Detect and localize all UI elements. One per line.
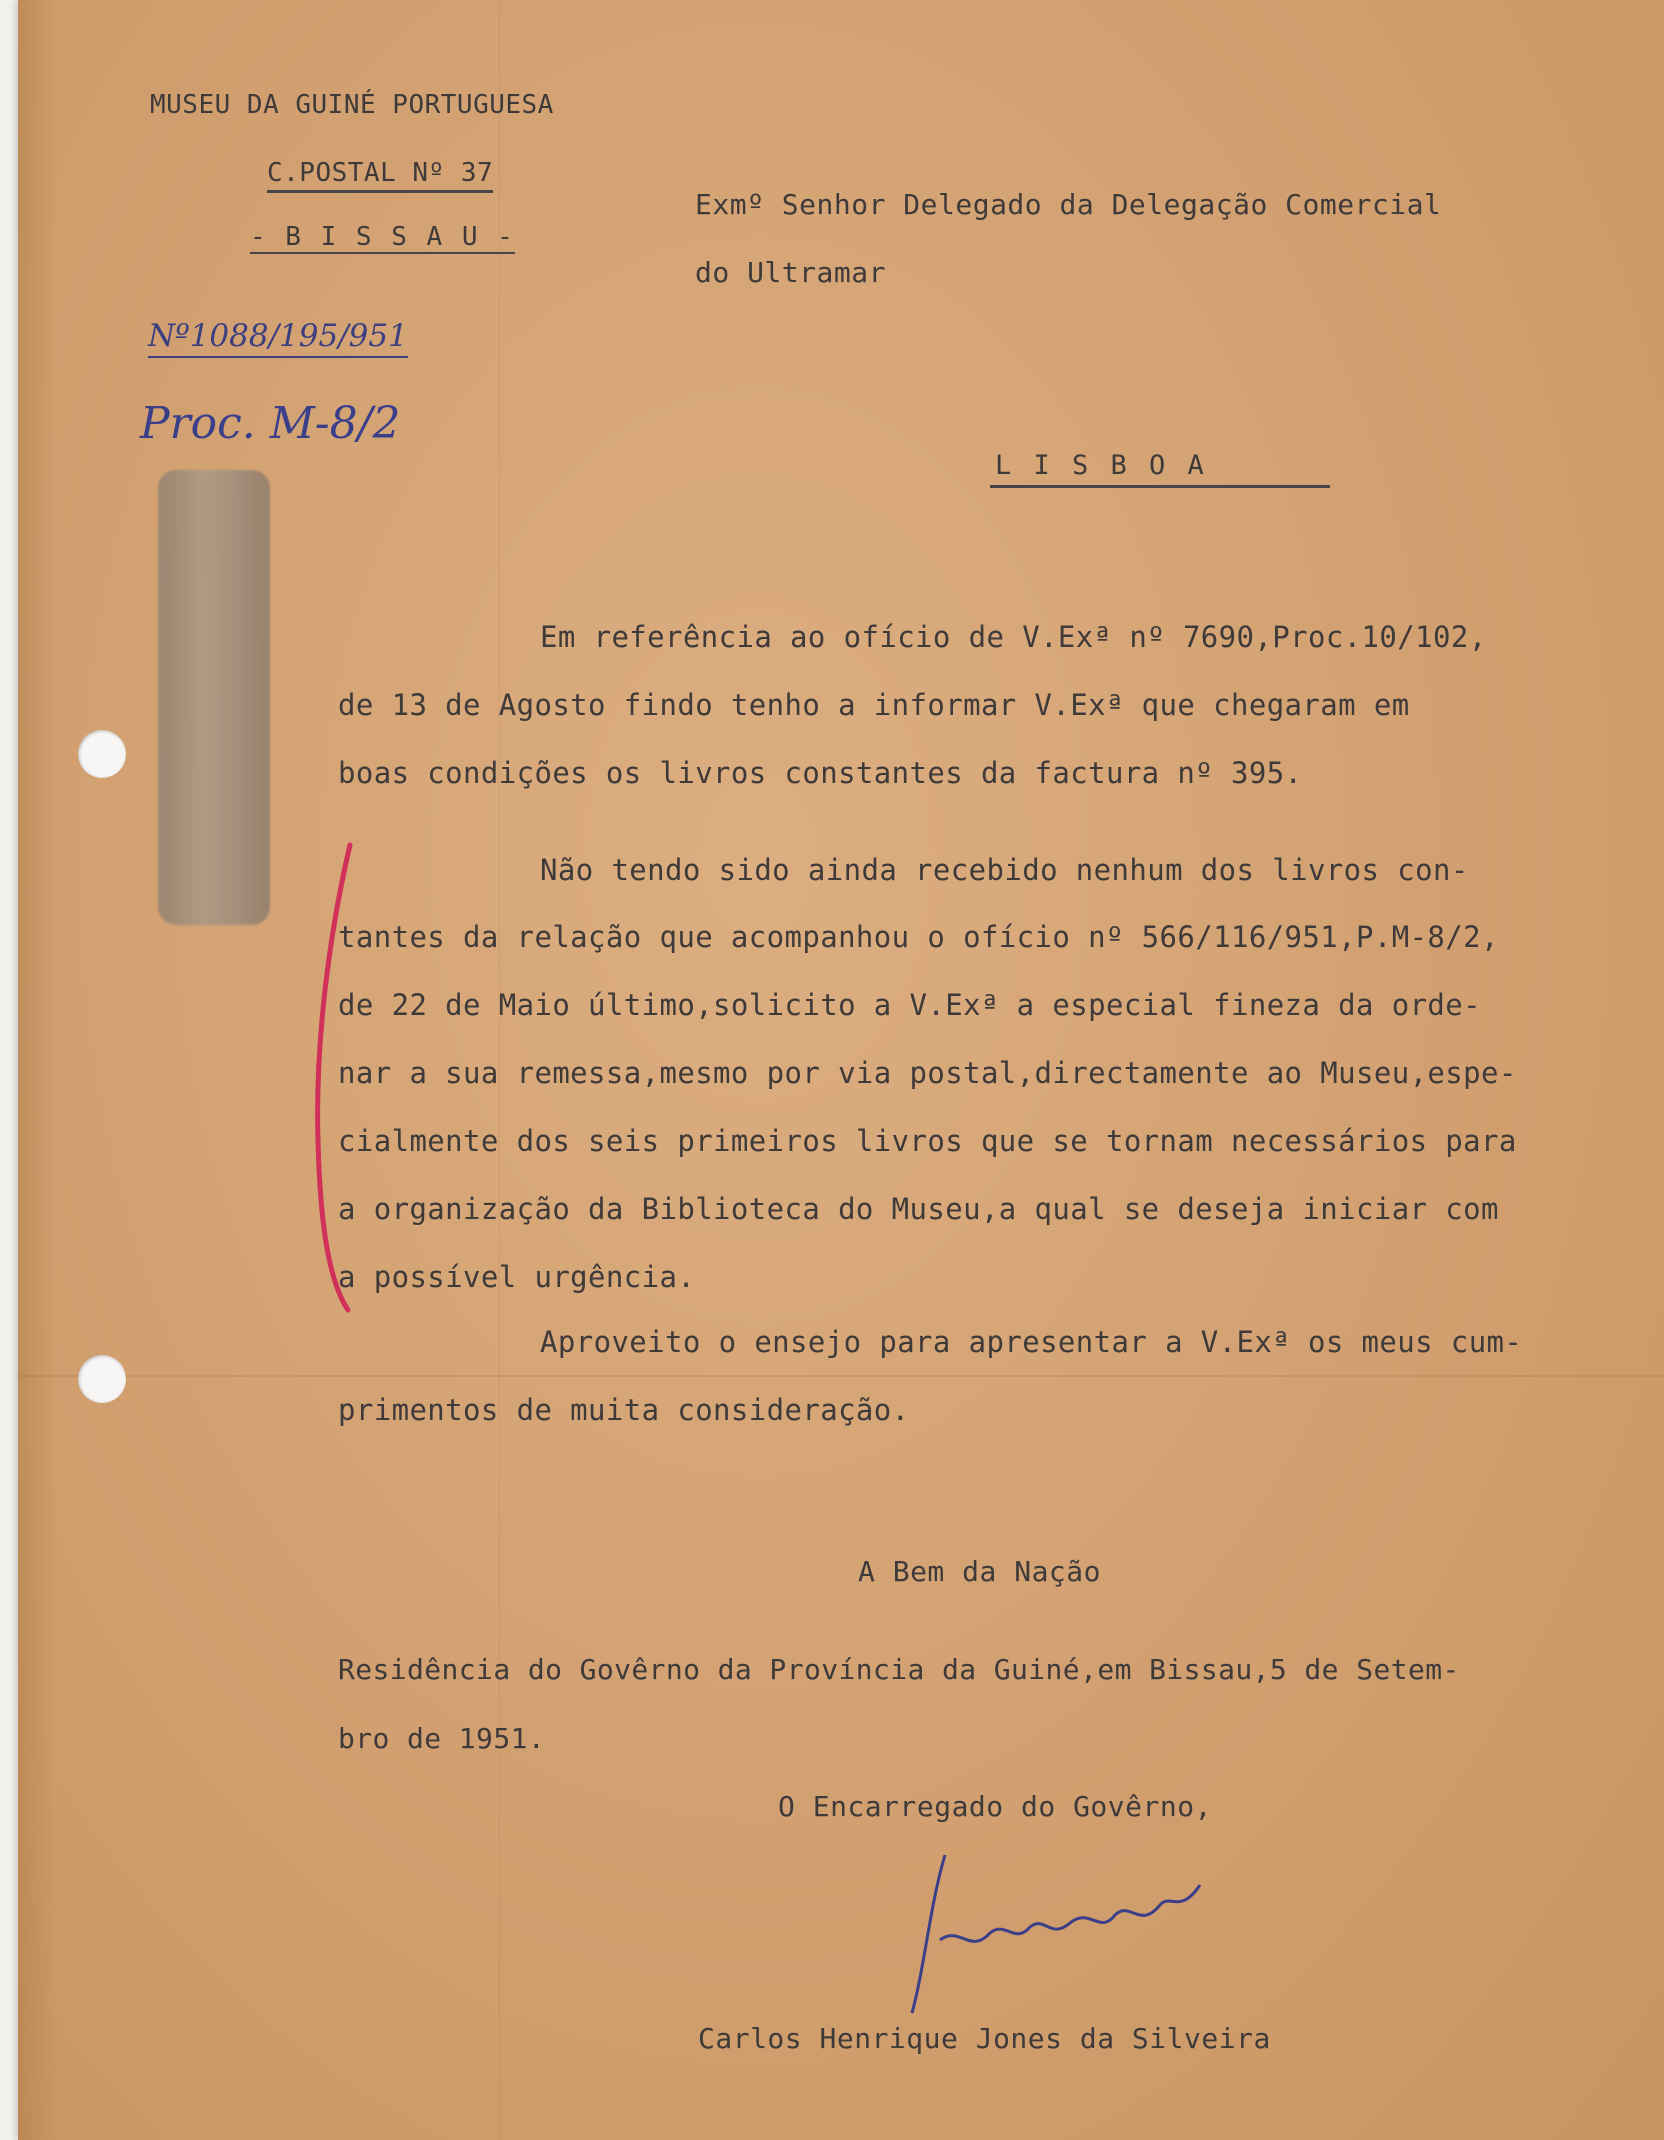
body-line-5: tantes da relação que acompanhou o ofício nº 566/116/951,P.M-8/2, <box>338 920 1499 954</box>
body-line-10: a possível urgência. <box>338 1260 696 1294</box>
body-line-9: a organização da Biblioteca do Museu,a qual se deseja iniciar com <box>338 1192 1499 1226</box>
body-line-4: Não tendo sido ainda recebido nenhum dos livros con- <box>540 853 1469 887</box>
body-line-7: nar a sua remessa,mesmo por via postal,directamente ao Museu,espe- <box>338 1056 1517 1090</box>
letterhead-city <box>250 222 515 252</box>
place-date-line-1: Residência do Govêrno da Província da Guiné,em Bissau,5 de Setem- <box>338 1653 1460 1686</box>
margin-mark <box>300 840 360 1320</box>
addressee-city-text: L I S B O A <box>995 450 1207 481</box>
institution-name: MUSEU DA GUINÉ PORTUGUESA <box>150 90 554 120</box>
punch-hole-bottom <box>78 1355 126 1403</box>
tape-stain <box>158 470 270 925</box>
body-line-12: primentos de muita consideração. <box>338 1393 910 1427</box>
punch-hole-top <box>78 730 126 778</box>
body-line-11: Aproveito o ensejo para apresentar a V.Exª os meus cum- <box>540 1325 1523 1359</box>
addressee-line-1: Exmº Senhor Delegado da Delegação Comercial <box>695 188 1442 221</box>
addressee-city <box>995 450 1207 481</box>
city-underline <box>990 485 1330 488</box>
body-line-3: boas condições os livros constantes da factura nº 395. <box>338 756 1303 790</box>
body-line-1: Em referência ao ofício de V.Exª nº 7690,Proc.10/102, <box>540 620 1487 654</box>
process-reference: Proc. M-8/2 <box>140 398 401 449</box>
reference-number: Nº1088/195/951 <box>148 318 408 358</box>
signatory-role: O Encarregado do Govêrno, <box>778 1790 1212 1823</box>
postal-box: C.POSTAL Nº 37 <box>267 158 493 193</box>
letterhead-city-text: - B I S S A U - <box>250 222 515 252</box>
body-line-8: cialmente dos seis primeiros livros que se tornam necessários para <box>338 1124 1517 1158</box>
body-line-6: de 22 de Maio último,solicito a V.Exª a especial fineza da orde- <box>338 988 1482 1022</box>
place-date-line-2: bro de 1951. <box>338 1722 546 1755</box>
body-line-2: de 13 de Agosto findo tenho a informar V.Exª que chegaram em <box>338 688 1410 722</box>
signatory-name: Carlos Henrique Jones da Silveira <box>698 2022 1271 2055</box>
signature-mark <box>900 1845 1240 2025</box>
addressee-line-2: do Ultramar <box>695 256 886 289</box>
fold-crease <box>18 1375 1664 1377</box>
salutation: A Bem da Nação <box>858 1555 1102 1588</box>
